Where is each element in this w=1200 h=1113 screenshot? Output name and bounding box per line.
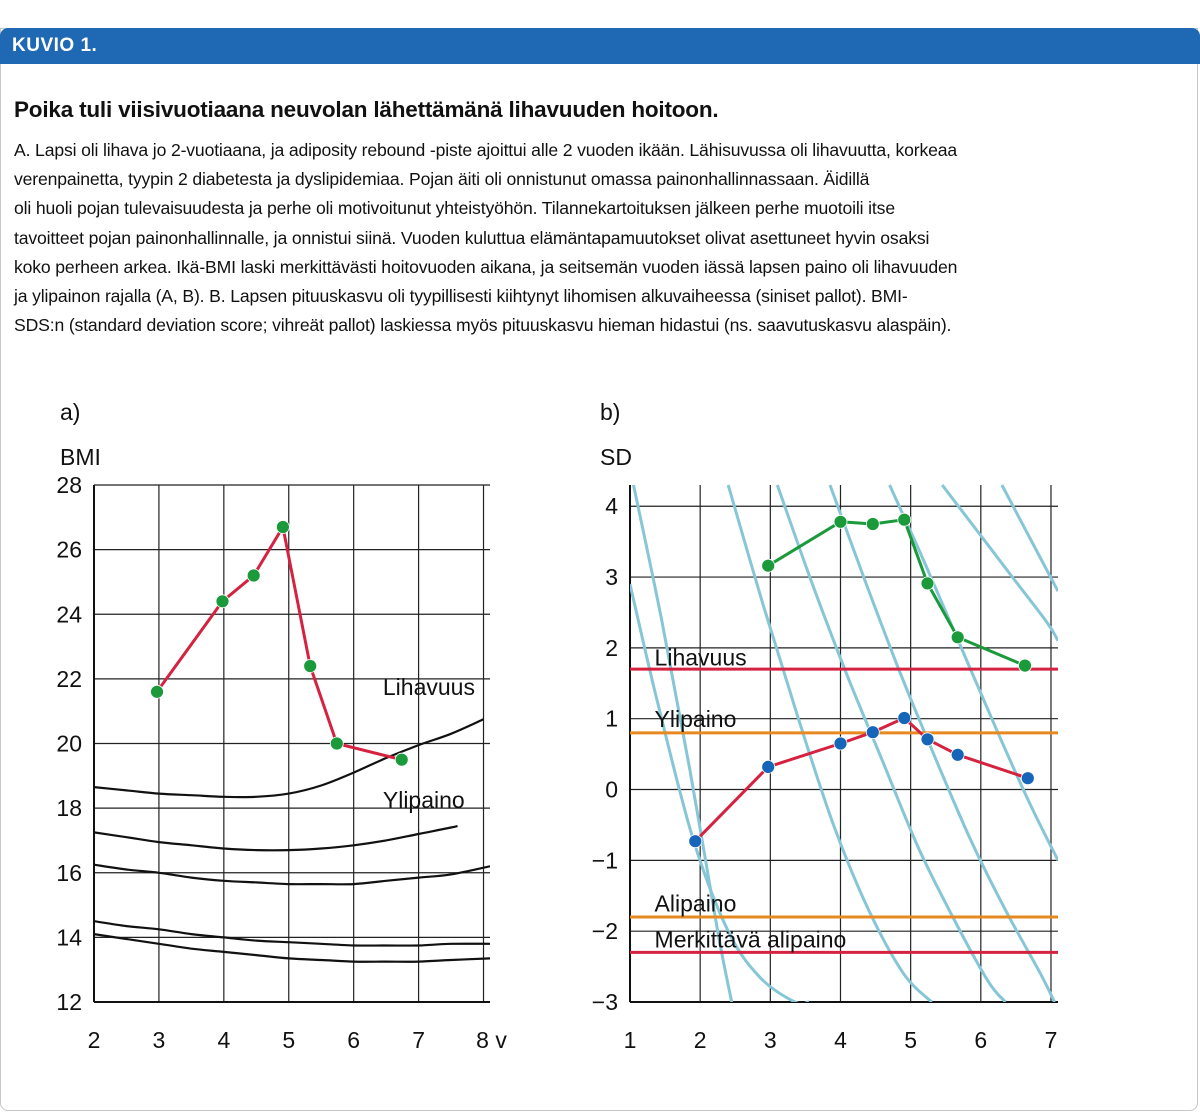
data-point [898, 712, 911, 725]
bmi-reference-curve [94, 934, 490, 962]
caption-line: A. Lapsi oli lihava jo 2-vuotiaana, ja adiposity rebound -piste ajoittui alle 2 vuoden ikään. Lähisuvussa oli lihavuutta, korkeaa [14, 140, 958, 160]
y-axis-label: SD [600, 444, 632, 470]
annotation-label: Merkittävä alipaino [654, 926, 847, 953]
y-tick-label: 1 [605, 705, 618, 732]
data-point [866, 518, 879, 531]
x-tick-label: 6 [347, 1027, 361, 1053]
y-tick-label: 16 [56, 859, 82, 886]
x-tick-label: 5 [904, 1027, 918, 1053]
y-axis-label: BMI [60, 444, 101, 470]
series-line [695, 718, 1028, 841]
data-point [276, 521, 289, 534]
data-point [151, 685, 164, 698]
data-point [834, 737, 847, 750]
y-tick-label: 3 [605, 564, 618, 591]
bmi-reference-curve [94, 865, 490, 885]
annotation-label: Lihavuus [382, 674, 475, 701]
panel-label: b) [600, 399, 621, 425]
x-tick-label: 4 [834, 1027, 847, 1053]
x-tick-label: 3 [152, 1027, 166, 1053]
x-tick-label: 7 [1044, 1027, 1058, 1053]
x-tick-label: 2 [87, 1027, 101, 1053]
caption-line: oli huoli pojan tulevaisuudesta ja perhe oli motivoitunut yhteistyöhön. Tilannekartoituksen jälkeen perhe muotoili itse [14, 198, 895, 219]
x-tick-label: 3 [763, 1027, 777, 1053]
annotation-label: Alipaino [654, 890, 737, 917]
data-point [216, 595, 229, 608]
chart-b-sd [592, 399, 1058, 1053]
data-point [1019, 659, 1032, 672]
data-point [1021, 772, 1034, 785]
height-reference-curve [777, 485, 1005, 1002]
bmi-reference-curve [94, 826, 458, 850]
figure-headline: Poika tuli viisivuotiaana neuvolan lähettämänä lihavuuden hoitoon. [14, 97, 719, 122]
x-tick-label: 5 [282, 1027, 296, 1053]
y-tick-label: 28 [56, 472, 82, 498]
data-point [834, 515, 847, 528]
data-point [866, 726, 879, 739]
y-tick-label: 26 [56, 536, 82, 563]
y-tick-label: 12 [56, 989, 82, 1015]
series-line [157, 527, 402, 760]
x-tick-label: 7 [412, 1027, 425, 1053]
data-point [762, 559, 775, 572]
y-tick-label: −3 [591, 989, 618, 1015]
y-tick-label: −1 [591, 847, 618, 874]
data-point [247, 569, 260, 582]
figure-label: KUVIO 1. [12, 35, 98, 56]
y-tick-label: 14 [56, 924, 82, 951]
height-reference-curve [830, 485, 1055, 1002]
y-tick-label: 4 [605, 493, 618, 520]
annotation-label: Ylipaino [382, 787, 465, 814]
caption-line: ja ylipainon rajalla (A, B). B. Lapsen pituuskasvu oli tyypillisesti kiihtynyt lihomisen alkuvaiheessa (siniset pallot). BMI- [14, 286, 908, 307]
series-0 [151, 521, 409, 767]
caption-line: SDS:n (standard deviation score; vihreät pallot) laskiessa myös pituuskasvu hieman hidastui (ns. saavutuskasvu alaspäin). [14, 315, 952, 336]
data-point [951, 748, 964, 761]
data-point [921, 733, 934, 746]
y-tick-label: 24 [56, 601, 82, 628]
y-tick-label: 18 [56, 795, 82, 822]
plot-area [94, 719, 490, 961]
y-tick-label: 0 [605, 776, 618, 803]
height-reference-curve [728, 485, 932, 1002]
y-tick-label: −2 [591, 918, 618, 945]
caption-line: koko perheen arkea. Ikä-BMI laski merkittävästi hoitovuoden aikana, ja seitsemän vuoden iässä lapsen paino oli lihavuuden [14, 256, 958, 277]
x-tick-label: 4 [217, 1027, 231, 1053]
height-reference-curve [634, 485, 732, 1002]
x-tick-label: 2 [693, 1027, 707, 1053]
y-tick-label: 22 [56, 665, 82, 692]
x-tick-label: 6 [974, 1027, 988, 1053]
y-tick-label: 2 [605, 634, 618, 661]
data-point [921, 577, 934, 590]
data-point [951, 631, 964, 644]
x-tick-label: 8 v [476, 1027, 507, 1053]
caption-line: tavoitteet pojan painonhallinnalle, ja onnistui siinä. Vuoden kuluttua elämäntapamuutokset olivat asettuneet hyvin osaksi [14, 227, 930, 248]
x-tick-label: 1 [623, 1027, 637, 1053]
gridlines [94, 485, 490, 1002]
data-point [330, 737, 343, 750]
data-point [762, 760, 775, 773]
chart-a-bmi [56, 399, 507, 1053]
data-point [898, 513, 911, 526]
data-point [304, 660, 317, 673]
data-point [689, 835, 702, 848]
caption-line: verenpainetta, tyypin 2 diabetesta ja dyslipidemiaa. Pojan äiti oli onnistunut omassa painonhallinnassaan. Äidillä [14, 169, 870, 190]
annotation-label: Ylipaino [654, 706, 737, 733]
panel-label: a) [60, 399, 81, 425]
annotation-label: Lihavuus [654, 644, 747, 671]
y-tick-label: 20 [56, 730, 82, 757]
height-reference-curve [942, 485, 1058, 641]
data-point [395, 753, 408, 766]
